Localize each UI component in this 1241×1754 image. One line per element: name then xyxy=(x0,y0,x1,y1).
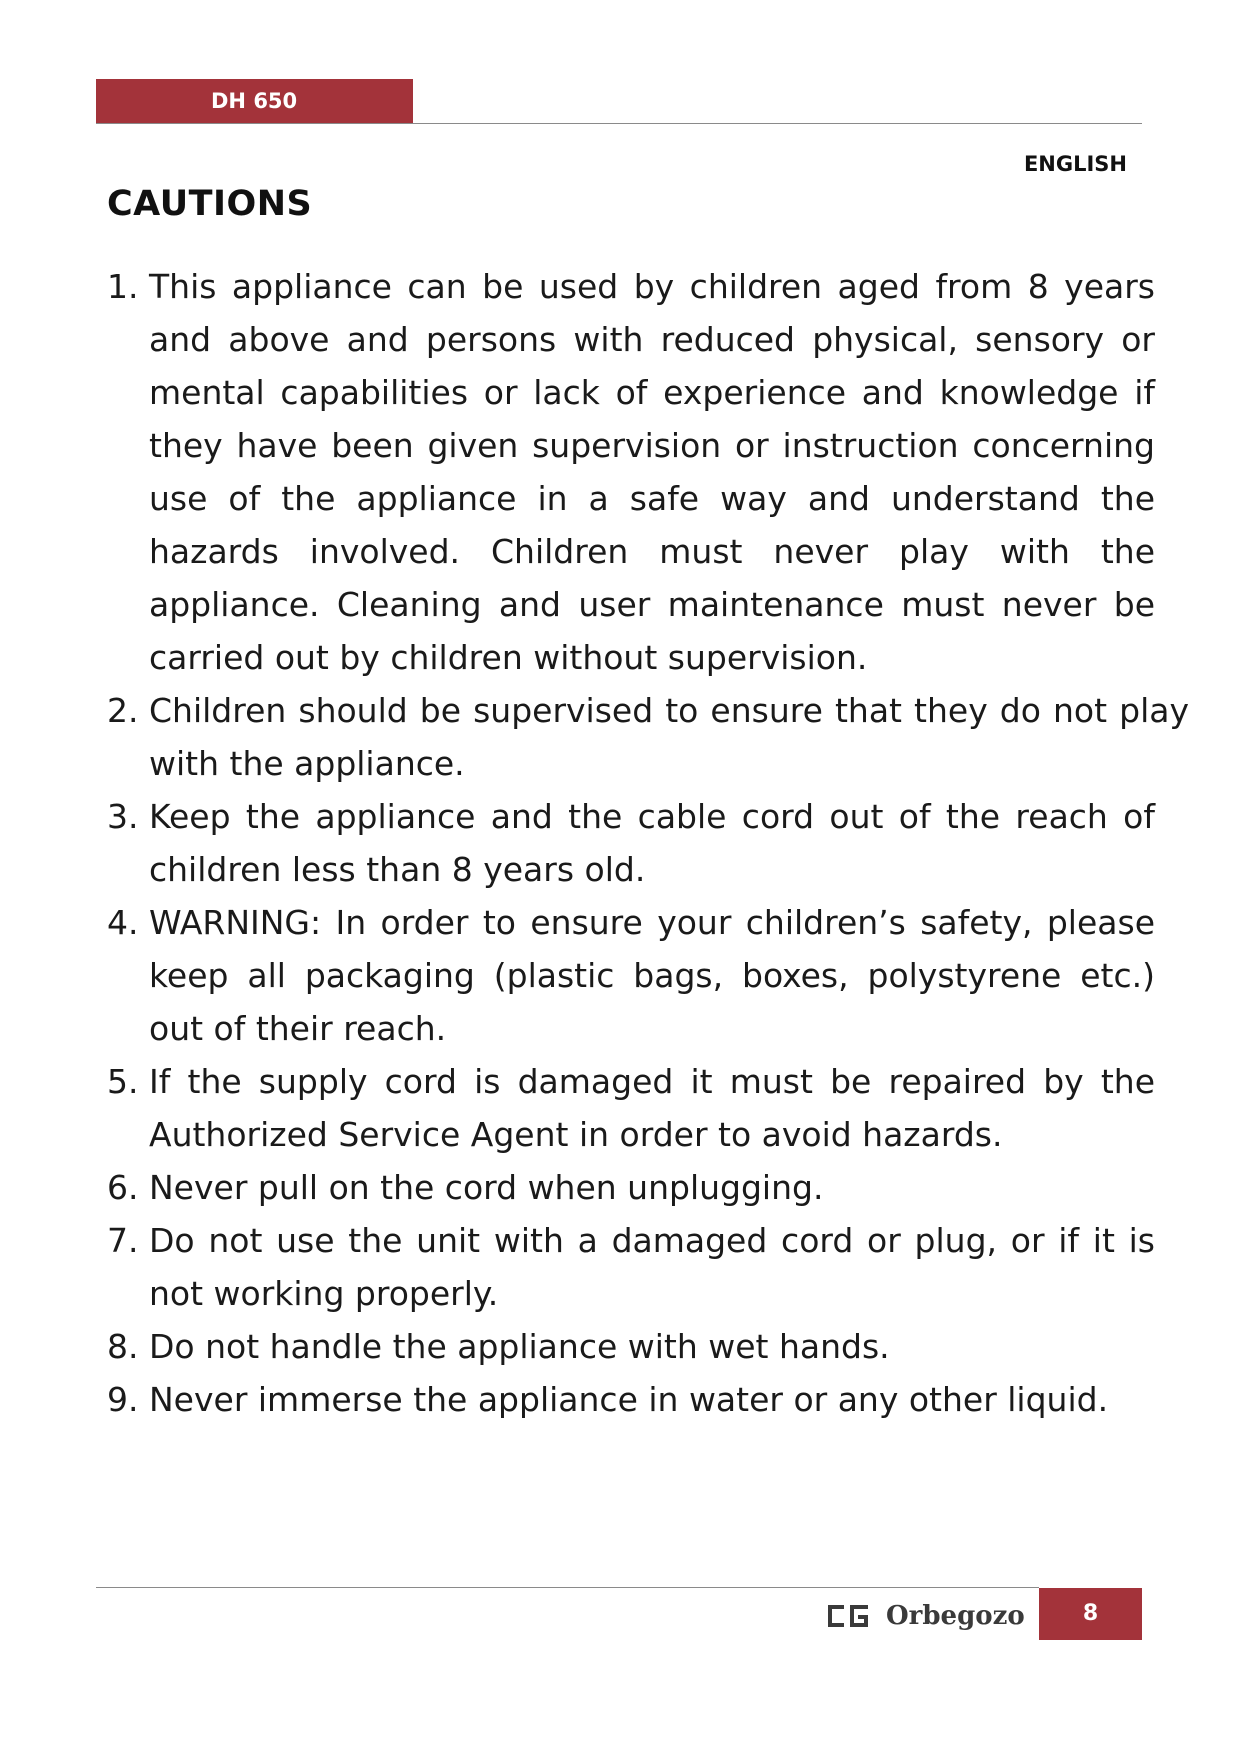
caution-text: Never pull on the cord when unplugging. xyxy=(149,1168,824,1207)
caution-text: Keep the appliance and the cable cord out of the reach of children less than 8 years old. xyxy=(149,797,1155,889)
caution-number: 8. xyxy=(107,1327,139,1366)
cautions-list xyxy=(107,260,1189,1426)
caution-item-4 xyxy=(107,896,1155,1055)
caution-text: Never immerse the appliance in water or any other liquid. xyxy=(149,1380,1109,1419)
caution-text: Do not handle the appliance with wet hands. xyxy=(149,1327,890,1366)
model-tab xyxy=(96,79,413,123)
caution-number: 3. xyxy=(107,797,139,836)
brand-logo xyxy=(828,1598,1025,1634)
page-number-box xyxy=(1039,1588,1142,1640)
caution-number: 2. xyxy=(107,691,139,730)
page-title: CAUTIONS xyxy=(107,184,313,224)
caution-item-2 xyxy=(107,684,1189,790)
caution-item-6 xyxy=(107,1161,1155,1214)
caution-number: 9. xyxy=(107,1380,139,1419)
caution-text: If the supply cord is damaged it must be repaired by the Authorized Service Agent in order to avoid hazards. xyxy=(149,1062,1155,1154)
caution-item-9 xyxy=(107,1373,1155,1426)
caution-item-8 xyxy=(107,1320,1155,1373)
caution-number: 1. xyxy=(107,267,139,306)
caution-text: Do not use the unit with a damaged cord or plug, or if it is not working properly. xyxy=(149,1221,1155,1313)
model-label: DH 650 xyxy=(211,89,298,113)
caution-number: 5. xyxy=(107,1062,139,1101)
header-divider xyxy=(96,123,1142,124)
caution-item-3 xyxy=(107,790,1155,896)
caution-text: Children should be supervised to ensure that they do not play with the appliance. xyxy=(149,691,1189,783)
language-label: ENGLISH xyxy=(1023,152,1127,176)
caution-text: This appliance can be used by children aged from 8 years and above and persons with reduced physical, sensory or mental capabilities or lack of experience and knowledge if they have been given supervision or instruction concerning use of the appliance in a safe way and understand the hazards involved. Children must never play with the appliance. Cleaning and user maintenance must never be carried out by children without supervision. xyxy=(149,267,1155,677)
page-number: 8 xyxy=(1082,1601,1099,1626)
brand-wordmark: Orbegozo xyxy=(886,1601,1025,1631)
caution-item-7 xyxy=(107,1214,1155,1320)
caution-number: 7. xyxy=(107,1221,139,1260)
caution-text: WARNING: In order to ensure your children’s safety, please keep all packaging (plastic bags, boxes, polystyrene etc.) out of their reach. xyxy=(149,903,1155,1048)
caution-number: 6. xyxy=(107,1168,139,1207)
caution-number: 4. xyxy=(107,903,139,942)
brand-mark-icon xyxy=(828,1605,868,1627)
caution-item-5 xyxy=(107,1055,1155,1161)
footer-divider xyxy=(96,1587,1039,1588)
caution-item-1 xyxy=(107,260,1155,684)
